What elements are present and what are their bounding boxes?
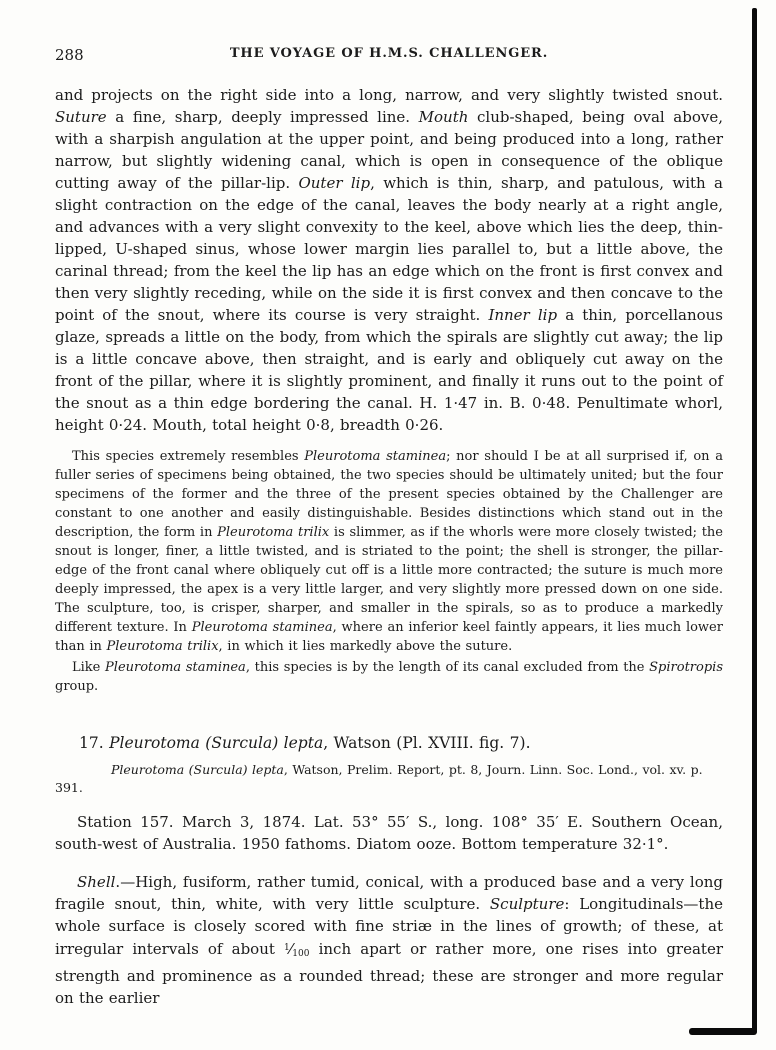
page-header [55, 46, 723, 64]
paragraph-description [55, 871, 723, 1009]
scan-edge-artifact [752, 8, 757, 1032]
text-segment: inch apart or rather more, one rises into greater strength and prominence as a rounded thread; these are stronger and more regular on the earlier [55, 940, 723, 1007]
italic-text-segment: Pleurotoma (Surcula) lepta [109, 734, 324, 752]
text-segment: , Watson, Prelim. Report, pt. 8, Journ. Linn. Soc. Lond., vol. xv. p. 391. [55, 762, 703, 795]
paragraph-remark [55, 658, 723, 696]
italic-text-segment: Pleurotoma staminea [191, 620, 333, 635]
text-segment: is slimmer, as if the whorls were more closely twisted; the snout is longer, finer, a little twisted, and is striated to the point; the shell is stronger, the pillar-edge of the front canal where obliquely cut off is a little more contracted; the suture is much more deeply impressed, the apex is a very little larger, and very slightly more pressed down on one side. The sculpture, too, is crisper, sharper, and smaller in the spirals, so as to produce a markedly different texture. In [55, 525, 724, 635]
text-segment: club-shaped, being oval above, with a sharpish angulation at the upper point, and being produced into a long, rather narrow, but slightly widening canal, which is open in consequence of the oblique cutting away of the pillar-lip. [55, 108, 723, 192]
text-segment: Station 157. March 3, 1874. Lat. 53° 55′ S., long. 108° 35′ E. Southern Ocean, south-west of Australia. 1950 fathoms. Diatom ooze. Bottom temperature 32·1°. [55, 813, 723, 853]
paragraph-synonymy [55, 761, 723, 797]
italic-text-segment: Pleurotoma (Surcula) lepta [111, 762, 284, 777]
text-segment: group. [55, 679, 99, 694]
italic-text-segment: Pleurotoma staminea [105, 660, 246, 675]
text-segment: a fine, sharp, deeply impressed line. [106, 108, 419, 126]
page-text [55, 84, 723, 1009]
text-segment: , which is thin, sharp, and patulous, with a slight contraction on the edge of the canal, leaves the body nearly at a right angle, and advances with a very slight convexity to the keel, above which lies the deep, thin-lipped, U-shaped sinus, whose lower margin lies parallel to, but a little above, the carinal thread; from the keel the lip has an edge which on the front is first convex and then very slightly receding, while on the side it is first convex and then concave to the point of the snout, where its course is very straight. [55, 174, 723, 324]
text-segment: , in which it lies markedly above the suture. [218, 639, 513, 654]
italic-text-segment: Suture [55, 108, 107, 126]
paragraph-station-record [55, 811, 723, 855]
text-segment: 17. [79, 734, 110, 752]
italic-text-segment: Pleurotoma trilix [106, 639, 219, 654]
page-number: 288 [55, 46, 84, 64]
text-segment: ; nor should I be at all surprised if, on a fuller series of specimens being obtained, the two species should be ultimately united; but the four specimens of the former and the three of the present species obtained by the Challenger are constant to one another and easily distinguishable. Besides distinctions which stand out in the description, the form in [55, 449, 723, 540]
italic-text-segment: Pleurotoma trilix [217, 525, 330, 540]
text-segment: a thin, porcellanous glaze, spreads a little on the body, from which the spirals are slightly cut away; the lip is a little concave above, then straight, and is early and obliquely cut away on the front of the pillar, where it is slightly prominent, and finally it runs out to the point of the snout as a thin edge bordering the canal. H. 1·47 in. B. 0·48. Penultimate whorl, height 0·24. Mouth, total height 0·8, breadth 0·26. [55, 306, 723, 434]
paragraph-species-heading [55, 732, 723, 754]
text-segment: and projects on the right side into a long, narrow, and very slightly twisted snout. [55, 86, 723, 104]
fraction: $^1⁄_{100}$ [284, 940, 310, 959]
paragraph-continuation [55, 84, 723, 436]
text-segment: This species extremely resembles [72, 449, 305, 464]
italic-text-segment: Shell [77, 873, 116, 891]
italic-text-segment: Outer lip [298, 174, 371, 192]
italic-text-segment: Spirotropis [649, 660, 723, 675]
italic-text-segment: Mouth [418, 108, 469, 126]
scan-edge-artifact-bottom [689, 1028, 757, 1035]
text-segment: Like [72, 660, 106, 675]
italic-text-segment: Sculpture [489, 895, 565, 913]
text-segment: .—High, fusiform, rather tumid, conical, with a produced base and a very long fragile snout, thin, white, with very little sculpture. [55, 873, 723, 913]
paragraph-remark [55, 447, 723, 656]
text-segment: , this species is by the length of its canal excluded from the [245, 660, 650, 675]
running-title: THE VOYAGE OF H.M.S. CHALLENGER. [229, 46, 549, 61]
italic-text-segment: Inner lip [488, 306, 558, 324]
text-segment: , Watson (Pl. XVIII. fig. 7). [323, 734, 531, 752]
text-segment: , where an inferior keel faintly appears, it lies much lower than in [55, 620, 723, 654]
italic-text-segment: Pleurotoma staminea [304, 449, 447, 464]
text-segment: : Longitudinals—the whole surface is closely scored with fine striæ in the lines of growth; of these, at irregular intervals of about [55, 895, 723, 958]
